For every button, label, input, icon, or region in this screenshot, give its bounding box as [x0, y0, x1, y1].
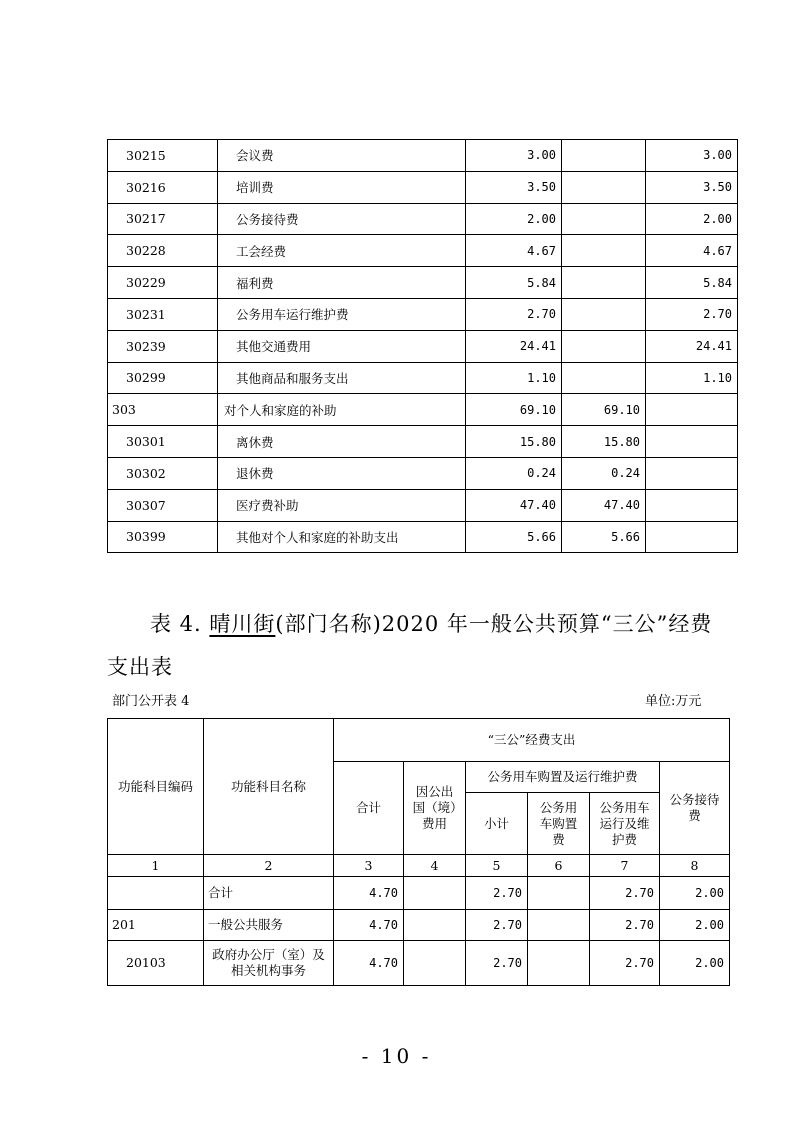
column-number: 6	[528, 855, 590, 877]
row-personnel	[562, 235, 646, 267]
row-car-subtotal: 2.70	[466, 941, 528, 986]
row-personnel: 69.10	[562, 394, 646, 426]
table-row	[108, 140, 738, 172]
table-row	[108, 910, 730, 941]
table-row	[108, 267, 738, 299]
row-public: 2.00	[646, 203, 738, 235]
row-personnel: 5.66	[562, 521, 646, 553]
row-total: 15.80	[466, 426, 562, 458]
row-code: 30301	[108, 426, 218, 458]
row-total: 3.50	[466, 171, 562, 203]
row-code: 30217	[108, 203, 218, 235]
column-number: 1	[108, 855, 204, 877]
row-code	[108, 877, 204, 910]
row-name: 培训费	[218, 171, 466, 203]
row-name: 工会经费	[218, 235, 466, 267]
row-code: 201	[108, 910, 204, 941]
row-personnel: 47.40	[562, 489, 646, 521]
table-row	[108, 203, 738, 235]
column-number: 8	[660, 855, 730, 877]
row-public: 3.00	[646, 140, 738, 172]
row-name: 其他商品和服务支出	[218, 362, 466, 394]
row-total: 5.66	[466, 521, 562, 553]
row-personnel: 15.80	[562, 426, 646, 458]
table4-title-line2: 支出表	[107, 655, 173, 679]
row-total: 4.70	[334, 877, 404, 910]
department-name: 晴川街	[209, 612, 276, 636]
row-name: 离休费	[218, 426, 466, 458]
row-car-operation: 2.70	[590, 941, 660, 986]
row-reception: 2.00	[660, 877, 730, 910]
row-name: 医疗费补助	[218, 489, 466, 521]
row-name: 会议费	[218, 140, 466, 172]
row-abroad	[404, 910, 466, 941]
row-public: 1.10	[646, 362, 738, 394]
row-public	[646, 426, 738, 458]
header-car-subtotal: 小计	[466, 793, 528, 855]
row-car-purchase	[528, 910, 590, 941]
row-name: 公务接待费	[218, 203, 466, 235]
row-public: 24.41	[646, 330, 738, 362]
row-total: 4.70	[334, 910, 404, 941]
row-public: 5.84	[646, 267, 738, 299]
row-abroad	[404, 941, 466, 986]
row-code: 30231	[108, 298, 218, 330]
row-abroad	[404, 877, 466, 910]
table-row	[108, 171, 738, 203]
row-car-subtotal: 2.70	[466, 877, 528, 910]
row-total: 1.10	[466, 362, 562, 394]
row-public	[646, 489, 738, 521]
table-row	[108, 298, 738, 330]
table-row	[108, 457, 738, 489]
row-code: 30299	[108, 362, 218, 394]
row-total: 3.00	[466, 140, 562, 172]
row-car-purchase	[528, 877, 590, 910]
column-number-row	[108, 855, 730, 877]
row-name: 公务用车运行维护费	[218, 298, 466, 330]
row-total: 5.84	[466, 267, 562, 299]
row-code: 20103	[108, 941, 204, 986]
column-number: 4	[404, 855, 466, 877]
unit-label: 单位:万元	[645, 694, 702, 709]
column-number: 7	[590, 855, 660, 877]
row-total: 4.70	[334, 941, 404, 986]
header-reception: 公务接待费	[660, 762, 730, 855]
row-car-purchase	[528, 941, 590, 986]
three-public-expense-body	[108, 719, 730, 986]
header-car-purchase: 公务用车购置费	[528, 793, 590, 855]
header-name: 功能科目名称	[204, 719, 334, 855]
table-row	[108, 394, 738, 426]
column-number: 2	[204, 855, 334, 877]
row-name: 退休费	[218, 457, 466, 489]
table-number-label: 部门公开表 4	[112, 694, 190, 709]
row-code: 30239	[108, 330, 218, 362]
row-car-operation: 2.70	[590, 877, 660, 910]
row-personnel: 0.24	[562, 457, 646, 489]
column-number: 5	[466, 855, 528, 877]
header-total: 合计	[334, 762, 404, 855]
column-number: 3	[334, 855, 404, 877]
title-prefix: 表 4.	[150, 612, 210, 636]
header-code: 功能科目编码	[108, 719, 204, 855]
row-public	[646, 457, 738, 489]
row-name: 福利费	[218, 267, 466, 299]
row-name: 政府办公厅（室）及相关机构事务	[204, 941, 334, 986]
row-personnel	[562, 267, 646, 299]
row-total: 4.67	[466, 235, 562, 267]
table-row	[108, 426, 738, 458]
row-total: 69.10	[466, 394, 562, 426]
row-code: 30215	[108, 140, 218, 172]
row-code: 30216	[108, 171, 218, 203]
three-public-expense-table	[107, 718, 730, 986]
table4-title	[150, 608, 712, 638]
row-name: 其他对个人和家庭的补助支出	[218, 521, 466, 553]
row-personnel	[562, 171, 646, 203]
row-public: 2.70	[646, 298, 738, 330]
row-total: 2.00	[466, 203, 562, 235]
row-public: 3.50	[646, 171, 738, 203]
row-name: 其他交通费用	[218, 330, 466, 362]
expense-detail-table	[107, 139, 738, 553]
row-code: 303	[108, 394, 218, 426]
table-row	[108, 489, 738, 521]
row-reception: 2.00	[660, 910, 730, 941]
header-abroad: 因公出国（境）费用	[404, 762, 466, 855]
row-name: 合计	[204, 877, 334, 910]
row-public	[646, 394, 738, 426]
row-code: 30228	[108, 235, 218, 267]
row-personnel	[562, 330, 646, 362]
row-public: 4.67	[646, 235, 738, 267]
header-group: “三公”经费支出	[334, 719, 730, 762]
header-row-1	[108, 719, 730, 762]
table-row	[108, 877, 730, 910]
row-reception: 2.00	[660, 941, 730, 986]
row-code: 30229	[108, 267, 218, 299]
row-name: 对个人和家庭的补助	[218, 394, 466, 426]
header-car-group: 公务用车购置及运行维护费	[466, 762, 660, 793]
page-number: - 10 -	[361, 1044, 432, 1068]
row-car-operation: 2.70	[590, 910, 660, 941]
row-total: 2.70	[466, 298, 562, 330]
row-code: 30302	[108, 457, 218, 489]
title-suffix: (部门名称)2020 年一般公共预算“三公”经费	[275, 612, 713, 636]
header-car-operation: 公务用车运行及维护费	[590, 793, 660, 855]
row-car-subtotal: 2.70	[466, 910, 528, 941]
row-personnel	[562, 298, 646, 330]
row-public	[646, 521, 738, 553]
table-row	[108, 235, 738, 267]
row-name: 一般公共服务	[204, 910, 334, 941]
row-code: 30399	[108, 521, 218, 553]
row-personnel	[562, 140, 646, 172]
row-personnel	[562, 203, 646, 235]
table-row	[108, 362, 738, 394]
row-total: 24.41	[466, 330, 562, 362]
row-total: 47.40	[466, 489, 562, 521]
row-code: 30307	[108, 489, 218, 521]
row-total: 0.24	[466, 457, 562, 489]
table-row	[108, 941, 730, 986]
row-personnel	[562, 362, 646, 394]
expense-detail-body	[108, 140, 738, 553]
table-row	[108, 521, 738, 553]
table-row	[108, 330, 738, 362]
